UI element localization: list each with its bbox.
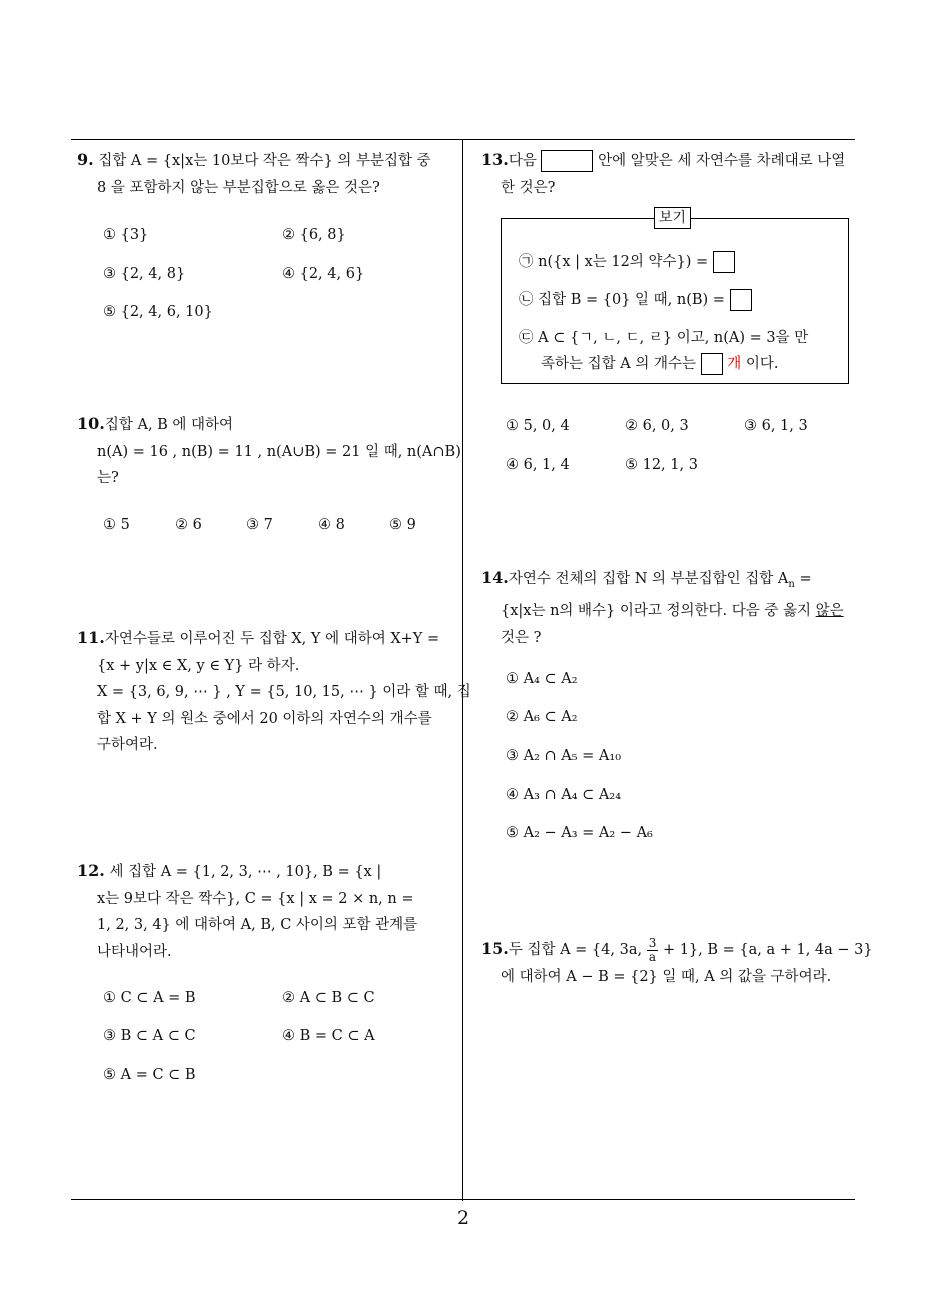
question-number: 11. (77, 628, 105, 647)
option-1[interactable]: ① A₄ ⊂ A₂ (506, 671, 578, 687)
question-text: {x + y|x ∈ X, y ∈ Y} 라 하자. (97, 657, 300, 674)
answer-box (730, 289, 752, 311)
question-text: 두 집합 A = {4, 3a, (508, 942, 643, 958)
bogi-item-text: ㉢ A ⊂ {ㄱ, ㄴ, ㄷ, ㄹ} 이고, n(A) = 3을 만 (519, 330, 809, 346)
question-text: 자연수 전체의 집합 N 의 부분집합인 집합 A (508, 571, 789, 587)
option-5[interactable]: ⑤ 12, 1, 3 (625, 457, 698, 473)
option-5[interactable]: ⑤ A = C ⊂ B (103, 1067, 196, 1083)
fraction-denominator: a (648, 949, 657, 964)
question-text: + 1}, B = {a, a + 1, 4a − 3} (662, 942, 873, 958)
answer-box (701, 353, 723, 375)
question-number: 15. (481, 939, 509, 958)
question-number: 9. (77, 150, 94, 169)
question-14 (481, 565, 861, 651)
bogi-item-2 (519, 287, 752, 313)
top-rule (71, 139, 855, 140)
question-15 (481, 935, 873, 990)
option-4[interactable]: ④ 6, 1, 4 (506, 457, 570, 473)
question-11 (77, 625, 471, 759)
option-3[interactable]: ③ 6, 1, 3 (744, 418, 808, 434)
page-number: 2 (456, 1207, 470, 1229)
subscript: n (788, 578, 795, 590)
question-text: 세 집합 A = {1, 2, 3, ⋯ , 10}, B = {x | (109, 864, 382, 880)
option-1[interactable]: ① C ⊂ A = B (103, 990, 196, 1006)
bottom-rule (71, 1199, 855, 1200)
option-2[interactable]: ② 6, 0, 3 (625, 418, 689, 434)
question-text: 안에 알맞은 세 자연수를 차례대로 나열 (598, 153, 846, 169)
question-text: 합 X + Y 의 원소 중에서 20 이하의 자연수의 개수를 (97, 710, 432, 727)
bogi-item-text: 이다. (745, 356, 779, 372)
answer-box (541, 150, 593, 172)
question-number: 10. (77, 414, 105, 433)
option-3[interactable]: ③ B ⊂ A ⊂ C (103, 1028, 196, 1044)
option-3[interactable]: ③ {2, 4, 8} (103, 266, 186, 282)
question-number: 13. (481, 150, 509, 169)
option-2[interactable]: ② A ⊂ B ⊂ C (282, 990, 375, 1006)
question-9 (77, 147, 457, 201)
option-1[interactable]: ① {3} (103, 227, 149, 243)
question-text: 한 것은? (501, 179, 556, 196)
fraction-numerator: 3 (648, 935, 657, 950)
question-text: = (794, 571, 812, 587)
option-2[interactable]: ② 6 (175, 517, 202, 533)
option-5[interactable]: ⑤ A₂ − A₃ = A₂ − A₆ (506, 825, 653, 841)
option-4[interactable]: ④ 8 (318, 517, 345, 533)
answer-box (713, 251, 735, 273)
question-text: 집합 A = {x|x는 10보다 작은 짝수} 의 부분집합 중 (98, 153, 431, 169)
question-number: 12. (77, 861, 105, 880)
question-text: x는 9보다 작은 짝수}, C = {x | x = 2 × n, n = (97, 890, 414, 907)
option-2[interactable]: ② A₆ ⊂ A₂ (506, 709, 578, 725)
underlined-text: 않은 (815, 603, 844, 620)
option-1[interactable]: ① 5 (103, 517, 130, 533)
bogi-title: 보기 (654, 207, 691, 229)
bogi-item-text: 족하는 집합 A 의 개수는 (541, 356, 696, 372)
bogi-box (501, 210, 849, 384)
bogi-item-1 (519, 249, 735, 275)
question-text: 자연수들로 이루어진 두 집합 X, Y 에 대하여 X+Y = (104, 631, 440, 647)
option-5[interactable]: ⑤ 9 (389, 517, 416, 533)
bogi-item-text: ㉠ n({x | x는 12의 약수}) = (519, 254, 709, 270)
option-3[interactable]: ③ A₂ ∩ A₅ = A₁₀ (506, 748, 622, 764)
question-10 (77, 411, 461, 492)
red-unit-label: 개 (727, 356, 742, 372)
option-4[interactable]: ④ {2, 4, 6} (282, 266, 365, 282)
option-2[interactable]: ② {6, 8} (282, 227, 346, 243)
bogi-item-3 (519, 325, 808, 377)
question-text: X = {3, 6, 9, ⋯ } , Y = {5, 10, 15, ⋯ } 이라 할 때, 집 (97, 684, 471, 700)
option-5[interactable]: ⑤ {2, 4, 6, 10} (103, 304, 213, 320)
question-text: n(A) = 16 , n(B) = 11 , n(A∪B) = 21 일 때, n(A∩B) (97, 443, 461, 460)
question-text: 나타내어라. (97, 943, 172, 960)
option-3[interactable]: ③ 7 (246, 517, 273, 533)
fraction (647, 937, 659, 964)
question-text: 다음 (508, 153, 537, 169)
question-12 (77, 858, 457, 965)
question-text: 1, 2, 3, 4} 에 대하여 A, B, C 사이의 포함 관계를 (97, 917, 418, 933)
option-1[interactable]: ① 5, 0, 4 (506, 418, 570, 434)
question-text: 는? (97, 470, 119, 486)
option-4[interactable]: ④ A₃ ∩ A₄ ⊂ A₂₄ (506, 787, 622, 803)
bogi-item-text: ㉡ 집합 B = {0} 일 때, n(B) = (519, 292, 725, 308)
question-text: 8 을 포함하지 않는 부분집합으로 옳은 것은? (97, 179, 380, 196)
question-13 (481, 147, 861, 201)
question-text: {x|x는 n의 배수} 이라고 정의한다. 다음 중 옳지 (501, 603, 816, 620)
column-divider (462, 139, 463, 1201)
question-text: 집합 A, B 에 대하여 (104, 417, 234, 433)
question-text: 것은 ? (501, 629, 542, 646)
question-text: 에 대하여 A − B = {2} 일 때, A 의 값을 구하여라. (501, 968, 832, 985)
question-number: 14. (481, 568, 509, 587)
question-text: 구하여라. (97, 737, 158, 753)
option-4[interactable]: ④ B = C ⊂ A (282, 1028, 375, 1044)
